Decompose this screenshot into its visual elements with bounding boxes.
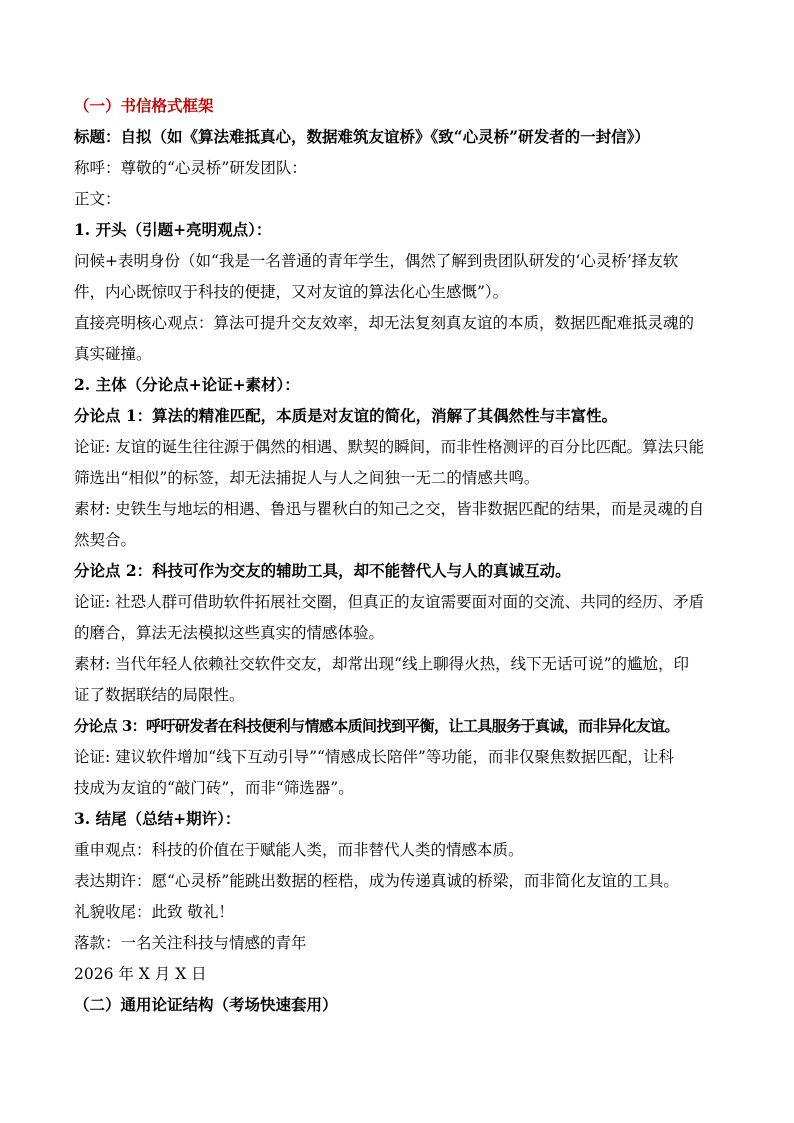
sub-point-3-argument-line-2: 技成为友谊的“敲门砖”，而非“筛选器”。	[74, 779, 354, 797]
salutation: 称呼：尊敬的“心灵桥”研发团队：	[74, 159, 307, 177]
ending-heading: 3. 结尾（总结+期许）：	[74, 809, 241, 828]
signature-line: 落款：一名关注科技与情感的青年	[74, 934, 307, 952]
sub-point-1-material-line-2: 然契合。	[74, 531, 137, 549]
ending-paragraph-1: 重申观点：科技的价值在于赋能人类，而非替代人类的情感本质。	[74, 841, 524, 859]
body-label: 正文：	[74, 190, 121, 208]
main-heading: 2. 主体（分论点+论证+素材）：	[74, 375, 300, 394]
opening-paragraph-2-line-2: 真实碰撞。	[74, 345, 152, 363]
sub-point-1: 分论点 1：算法的精准匹配，本质是对友谊的简化，消解了其偶然性与丰富性。	[74, 406, 618, 425]
sub-point-2: 分论点 2：科技可作为交友的辅助工具，却不能替代人与人的真诚互动。	[74, 561, 571, 580]
opening-paragraph-2-line-1: 直接亮明核心观点：算法可提升交友效率，却无法复刻真友谊的本质，数据匹配难抵灵魂的	[74, 314, 695, 332]
sub-point-2-argument-line-2: 的磨合，算法无法模拟这些真实的情感体验。	[74, 624, 385, 642]
date-line: 2026 年 X 月 X 日	[74, 965, 207, 983]
opening-paragraph-1-line-1: 问候+表明身份（如“我是一名普通的青年学生，偶然了解到贵团队研发的‘心灵桥’择友软	[74, 252, 679, 270]
sub-point-1-material-line-1: 素材: 史铁生与地坛的相遇、鲁迅与瞿秋白的知己之交，皆非数据匹配的结果，而是灵魂的自	[74, 500, 705, 518]
sub-point-2-material-line-1: 素材: 当代年轻人依赖社交软件交友，却常出现“线上聊得火热，线下无话可说”的尴尬，印	[74, 655, 690, 673]
sub-point-1-argument-line-1: 论证: 友谊的诞生往往源于偶然的相遇、默契的瞬间，而非性格测评的百分比匹配。算法只能	[74, 438, 705, 456]
opening-heading: 1. 开头（引题+亮明观点）：	[74, 220, 272, 239]
section2-heading: （二）通用论证结构（考场快速套用）	[74, 995, 338, 1014]
sub-point-3-argument-line-1: 论证: 建议软件增加“线下互动引导”“情感成长陪伴”等功能，而非仅聚焦数据匹配，让科	[74, 748, 674, 766]
opening-paragraph-1-line-2: 件，内心既惊叹于科技的便捷，又对友谊的算法化心生感慨”）。	[74, 283, 509, 301]
ending-paragraph-2: 表达期许：愿“心灵桥”能跳出数据的桎梏，成为传递真诚的桥梁，而非简化友谊的工具。	[74, 872, 679, 890]
sub-point-3: 分论点 3：呼吁研发者在科技便利与情感本质间找到平衡，让工具服务于真诚，而非异化友谊。	[74, 717, 679, 735]
closing-line: 礼貌收尾：此致 敬礼！	[74, 903, 234, 921]
title-line: 标题：自拟（如《算法难抵真心，数据难筑友谊桥》《致“心灵桥”研发者的一封信》）	[74, 127, 650, 146]
sub-point-2-material-line-2: 证了数据联结的局限性。	[74, 686, 245, 704]
sub-point-2-argument-line-1: 论证: 社恐人群可借助软件拓展社交圈，但真正的友谊需要面对面的交流、共同的经历、矛盾	[74, 593, 705, 611]
section1-heading: （一）书信格式框架	[74, 96, 214, 115]
sub-point-1-argument-line-2: 筛选出“相似”的标签，却无法捕捉人与人之间独一无二的情感共鸣。	[74, 469, 540, 487]
